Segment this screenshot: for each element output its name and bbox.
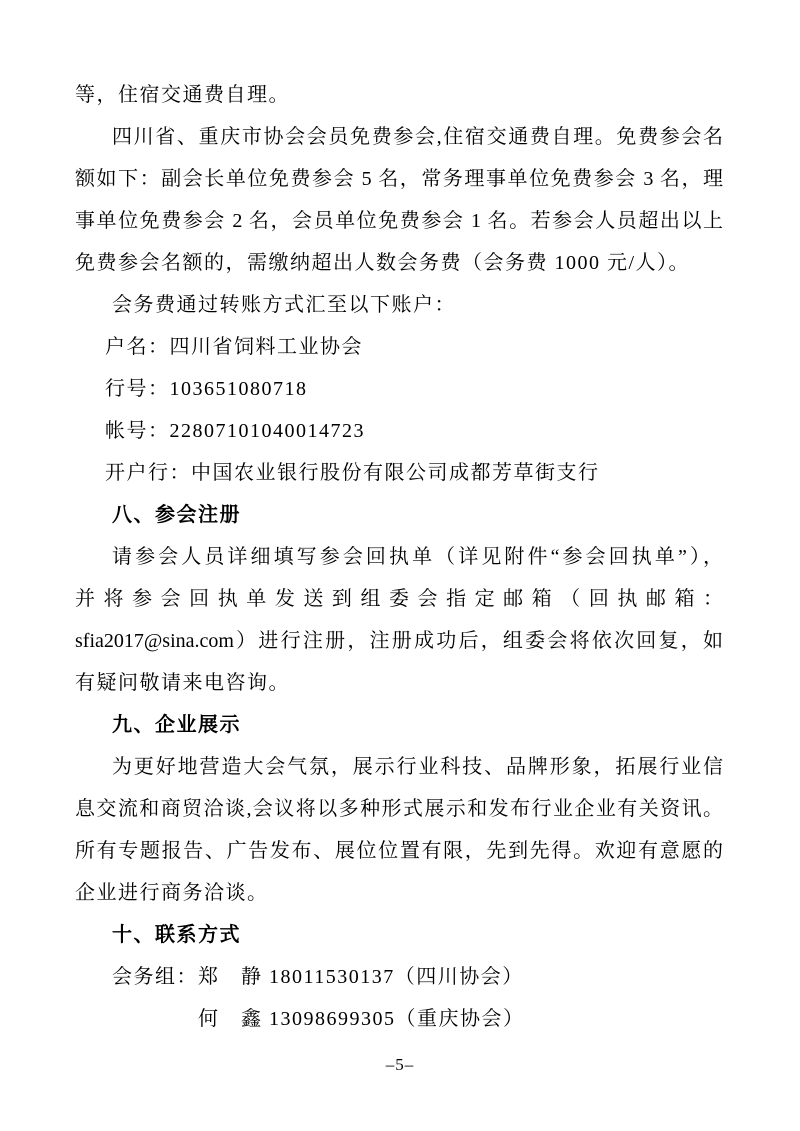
fee-paragraph-line-2: 额如下：副会长单位免费参会 5 名，常务理事单位免费参会 3 名，理 — [75, 168, 723, 190]
exhibition-line-2: 息交流和商贸洽谈,会议将以多种形式展示和发布行业企业有关资讯。 — [75, 798, 723, 820]
bank-branch-line: 开户行：中国农业银行股份有限公司成都芳草街支行 — [105, 462, 600, 484]
fee-paragraph-line-1: 四川省、重庆市协会会员免费参会,住宿交通费自理。免费参会名 — [112, 126, 723, 148]
section-contact-heading: 十、联系方式 — [112, 924, 241, 946]
exhibition-line-3: 所有专题报告、广告发布、展位位置有限，先到先得。欢迎有意愿的 — [75, 840, 723, 862]
section-registration-heading: 八、参会注册 — [112, 504, 241, 526]
exhibition-line-1: 为更好地营造大会气氛，展示行业科技、品牌形象，拓展行业信 — [112, 756, 723, 778]
section-exhibition-heading: 九、企业展示 — [112, 714, 241, 736]
bank-number-line: 行号：103651080718 — [105, 378, 308, 400]
registration-line-4: 有疑问敬请来电咨询。 — [75, 672, 290, 694]
fee-paragraph-line-3: 事单位免费参会 2 名，会员单位免费参会 1 名。若参会人员超出以上 — [75, 210, 723, 232]
document-body — [75, 74, 723, 1040]
registration-line-1: 请参会人员详细填写参会回执单（详见附件“参会回执单”）， — [112, 546, 723, 568]
contact-line-2: 何 鑫 13098699305（重庆协会） — [198, 1008, 525, 1030]
account-number-line: 帐号：22807101040014723 — [105, 420, 365, 442]
exhibition-line-4: 企业进行商务洽谈。 — [75, 882, 269, 904]
account-holder-line: 户名：四川省饲料工业协会 — [105, 336, 363, 358]
contact-line-1: 会务组：郑 静 18011530137（四川协会） — [112, 966, 524, 988]
registration-line-3: sfia2017@sina.com）进行注册，注册成功后，组委会将依次回复，如 — [75, 630, 723, 652]
continuation-line: 等，住宿交通费自理。 — [75, 84, 290, 106]
page-number: –5– — [385, 1055, 415, 1074]
registration-line-2: 并将参会回执单发送到组委会指定邮箱（回执邮箱： — [75, 588, 723, 610]
fee-paragraph-line-4: 免费参会名额的，需缴纳超出人数会务费（会务费 1000 元/人）。 — [75, 252, 691, 274]
remittance-notice-line: 会务费通过转账方式汇至以下账户： — [112, 294, 456, 316]
